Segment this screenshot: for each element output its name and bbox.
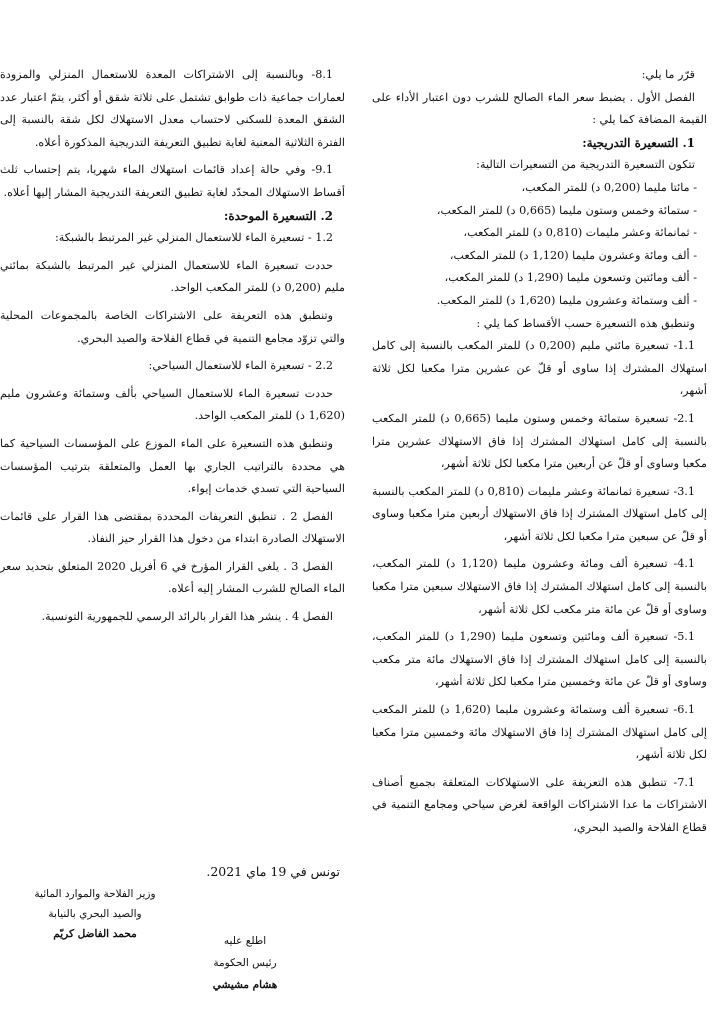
tariff-item: - ألف ومائة وعشرون مليما (1,120 د) للمتر المكعب، [449, 248, 697, 262]
section-heading-unified-tariff: 2. التسعيرة الموحدة: [223, 208, 333, 223]
unified-domestic-scope: وتنطبق هذه التعريفة على الاشتراكات الخاصة بالمجموعات المحلية والتي تزوّد مجامع التنمية في قطاع الفلاحة والصيد البحري. [0, 308, 345, 345]
tourist-tariff-scope: وتنطبق هذه التسعيرة على الماء الموزع على المؤسسات السياحية كما هي محددة بالتراتيب الجاري بها العمل والمتعلقة بترتيب المؤسسات السياحية التي تسدي خدمات إيواء. [0, 436, 345, 496]
clause-4-1: 4.1- تسعيرة ألف ومائة وعشرون مليما (1,120 د) للمتر المكعب، بالنسبة إلى كامل استهلاك المشترك إذا فاق الاستهلاك سبعين مترا مكعبا وساوى أو قلّ عن مائة متر مكعب لكل ثلاثة أشهر، [372, 557, 707, 616]
right-column [372, 64, 707, 840]
installments-intro: وتنطبق هذه التسعيرة حسب الأقساط كما يلي : [476, 316, 695, 330]
decree-intro: قرّر ما يلي: [641, 68, 695, 81]
left-column [0, 64, 345, 629]
head-of-government-name: هشام مشيشي [212, 979, 278, 991]
minister-title-line-2: والصيد البحري بالنيابة [48, 908, 142, 920]
clause-7-1: 7.1- تنطبق هذه التعريفة على الاستهلاكات المتعلقة بجميع أصناف الاشتراكات ما عدا الاشتراكات الواقعة لغرض سياحي ومجامع التنمية في قطاع الفلاحة والصيد البحري، [372, 775, 707, 834]
minister-name: محمد الفاضل كريّم [53, 928, 137, 940]
minister-signature-block [0, 884, 190, 944]
tariff-item: - مائتا مليما (0,200 د) للمتر المكعب، [521, 180, 697, 194]
graduated-tariff-intro: تتكون التسعيرة التدريجية من التسعيرات التالية: [476, 158, 695, 172]
chapter-3: الفصل 3 . يلغى القرار المؤرخ في 6 أفريل 2020 المتعلق بتحديد سعر الماء الصالح للشرب المشار إليه أعلاه. [0, 559, 345, 596]
clause-8-1: 8.1- وبالنسبة إلى الاشتراكات المعدة للاستعمال المنزلي والمزودة لعمارات جماعية ذات طوابق تشتمل على ثلاثة شقق أو أكثر، يتمّ اعتبار عدد الشقق المعدة للسكنى لاحتساب معدل الاستهلاك لكل شقة بالنسبة إلى الفترة الثلاثية المعنية لغاية تطبيق التعريفة التدريجية المذكورة أعلاه. [0, 68, 345, 149]
head-of-government-title: رئيس الحكومة [213, 957, 277, 969]
tourist-tariff: حددت تسعيرة الماء للاستعمال السياحي بألف وستمائة وعشرون مليم (1,620 د) للمتر المكعب الواحد. [0, 386, 345, 423]
head-of-government-block [190, 930, 300, 996]
unified-domestic-tariff: حددت تسعيرة الماء للاستعمال المنزلي غير المرتبط بالشبكة بمائتي مليم (0,200 د) للمتر المكعب الواحد. [0, 258, 345, 295]
clause-9-1: 9.1- وفي حالة إعداد قائمات استهلاك الماء شهريا، يتم إحتساب ثلث أقساط الاستهلاك المحدّد لغاية تطبيق التعريفة التدريجية المشار إليها أعلاه. [0, 163, 345, 199]
clause-1-2: 1.2 - تسعيرة الماء للاستعمال المنزلي غير المرتبط بالشبكة: [55, 231, 333, 245]
tariff-item: - ستمائة وخمس وستون مليما (0,665 د) للمتر المكعب، [436, 203, 697, 217]
chapter-4: الفصل 4 . ينشر هذا القرار بالرائد الرسمي للجمهورية التونسية. [41, 610, 333, 624]
tariff-item: - ثمانمائة وعشر مليمات (0,810 د) للمتر المكعب، [463, 226, 697, 240]
seen-by-label: اطلع عليه [223, 935, 267, 947]
clause-5-1: 5.1- تسعيرة ألف ومائتين وتسعون مليما (1,290 د) للمتر المكعب، بالنسبة إلى كامل استهلاك المشترك إذا فاق الاستهلاك مائة متر مكعب وساوى أو قلّ عن مائة وخمسين مترا مكعبا لكل ثلاثة أشهر، [372, 630, 707, 689]
clause-1-1: 1.1- تسعيرة مائتي مليم (0,200 د) للمتر المكعب بالنسبة إلى كامل استهلاك المشترك إذا ساوى أو قلّ عن عشرين مترا مكعبا لكل ثلاثة أشهر، [372, 339, 707, 398]
section-heading-graduated-tariff: 1. التسعيرة التدريجية: [582, 135, 695, 150]
clause-2-2: 2.2 - تسعيرة الماء للاستعمال السياحي: [148, 359, 333, 373]
signature-date: تونس في 19 ماي 2021. [206, 864, 340, 879]
chapter-1: الفصل الأول . يضبط سعر الماء الصالح للشرب دون اعتبار الأداء على القيمة المضافة كما يلي : [372, 90, 707, 127]
clause-2-1: 2.1- تسعيرة ستمائة وخمس وستون مليما (0,665 د) للمتر المكعب بالنسبة إلى كامل استهلاك المشترك إذا فاق الاستهلاك عشرين مترا مكعبا وساوى أو قلّ عن أربعين مترا مكعبا لكل ثلاثة أشهر، [372, 411, 707, 471]
clause-3-1: 3.1- تسعيرة ثمانمائة وعشر مليمات (0,810 د) للمتر المكعب بالنسبة إلى كامل استهلاك المشترك إذا فاق الاستهلاك أربعين مترا مكعبا وساوى أو قلّ عن سبعين مترا مكعبا لكل ثلاثة أشهر، [372, 484, 707, 543]
minister-title-line-1: وزير الفلاحة والموارد المائية [34, 888, 156, 900]
tariff-item: - ألف وستمائة وعشرون مليما (1,620 د) للمتر المكعب. [436, 293, 697, 307]
clause-6-1: 6.1- تسعيرة ألف وستمائة وعشرون مليما (1,620 د) للمتر المكعب إلى كامل استهلاك المشترك إذا فاق الاستهلاك مائة وخمسين مترا مكعبا لكل ثلاثة أشهر، [372, 703, 707, 762]
chapter-2: الفصل 2 . تنطبق التعريفات المحددة بمقتضى هذا القرار على قائمات الاستهلاك الصادرة ابتداء من دخول هذا القرار حيز النفاذ. [0, 509, 345, 546]
tariff-item: - ألف ومائتين وتسعون مليما (1,290 د) للمتر المكعب، [444, 271, 697, 285]
